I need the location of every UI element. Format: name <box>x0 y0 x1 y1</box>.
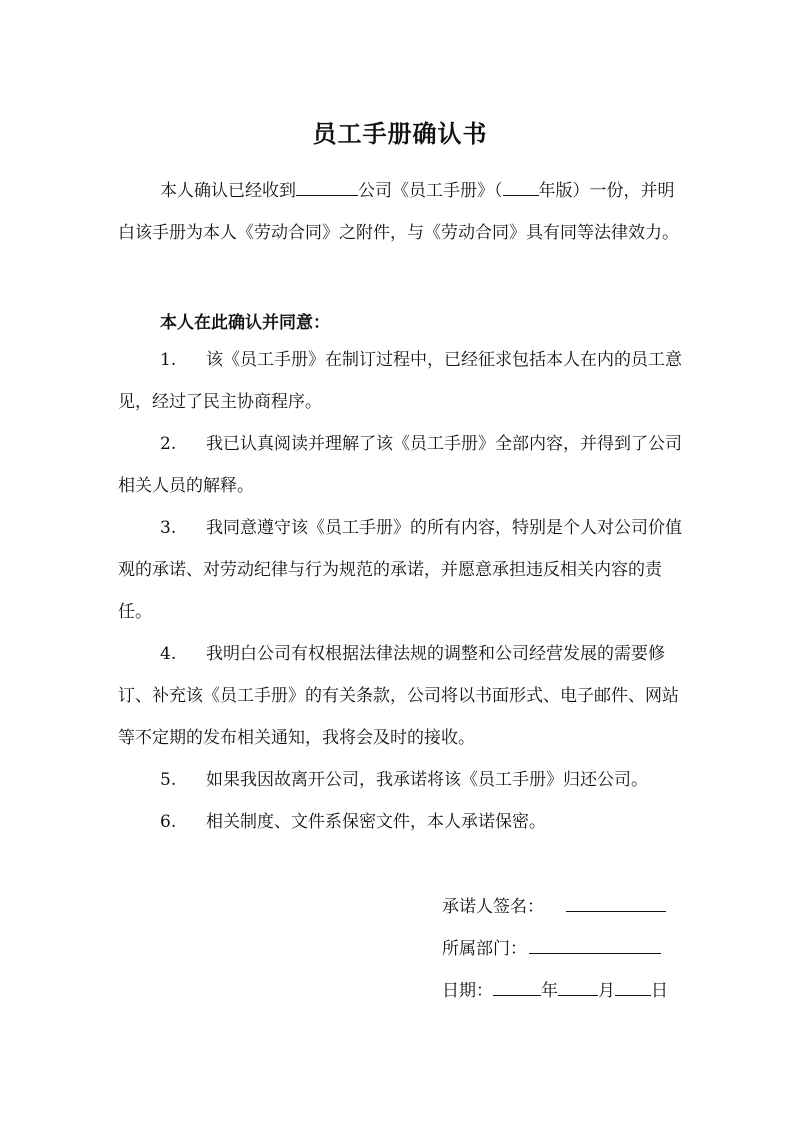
year-edition-blank <box>503 175 539 196</box>
day-line[interactable] <box>615 975 651 996</box>
item-text: 该《员工手册》在制订过程中，已经征求包括本人在内的员工意见，经过了民主协商程序。 <box>118 350 682 412</box>
department-row <box>442 928 668 970</box>
intro-paragraph <box>118 170 690 254</box>
signer-label: 承诺人签名： <box>442 897 544 917</box>
item-number: 4. <box>160 644 177 664</box>
item-number: 5. <box>160 770 177 790</box>
item-text: 我明白公司有权根据法律法规的调整和公司经营发展的需要修订、补充该《员工手册》的有关条款，公司将以书面形式、电子邮件、网站等不定期的发布相关通知，我将会及时的接收。 <box>118 644 679 748</box>
signer-row <box>442 886 668 928</box>
intro-text-1: 本人确认已经收到 <box>160 181 296 201</box>
document-title: 员工手册确认书 <box>312 120 488 148</box>
month-line[interactable] <box>558 975 598 996</box>
signer-signature-line[interactable] <box>566 891 666 912</box>
item-text: 如果我因故离开公司，我承诺将该《员工手册》归还公司。 <box>206 770 648 790</box>
day-label: 日 <box>651 981 668 1001</box>
department-line[interactable] <box>529 933 661 954</box>
year-line[interactable] <box>493 975 541 996</box>
intro-text-3: 年版）一份，并明白该手册为本人《劳动合同》之附件，与《劳动合同》具有同等法律效力。 <box>118 181 679 243</box>
list-item <box>118 759 690 801</box>
item-number: 6. <box>160 812 177 832</box>
signature-block <box>442 886 668 1012</box>
confirmation-list <box>118 339 690 843</box>
company-name-blank <box>296 175 358 196</box>
item-text: 我已认真阅读并理解了该《员工手册》全部内容，并得到了公司相关人员的解释。 <box>118 434 682 496</box>
list-item <box>118 801 690 843</box>
list-item <box>118 633 690 759</box>
list-item <box>118 339 690 423</box>
year-label: 年 <box>541 981 558 1001</box>
date-row <box>442 970 668 1012</box>
confirmation-heading: 本人在此确认并同意： <box>160 313 330 333</box>
month-label: 月 <box>598 981 615 1001</box>
item-text: 相关制度、文件系保密文件，本人承诺保密。 <box>206 812 546 832</box>
item-number: 1. <box>160 350 177 370</box>
item-number: 2. <box>160 434 177 454</box>
department-label: 所属部门： <box>442 939 527 959</box>
list-item <box>118 423 690 507</box>
list-item <box>118 507 690 633</box>
item-text: 我同意遵守该《员工手册》的所有内容，特别是个人对公司价值观的承诺、对劳动纪律与行为规范的承诺，并愿意承担违反相关内容的责任。 <box>118 518 682 622</box>
intro-text-2: 公司《员工手册》（ <box>358 181 503 201</box>
date-label: 日期： <box>442 981 493 1001</box>
item-number: 3. <box>160 518 177 538</box>
